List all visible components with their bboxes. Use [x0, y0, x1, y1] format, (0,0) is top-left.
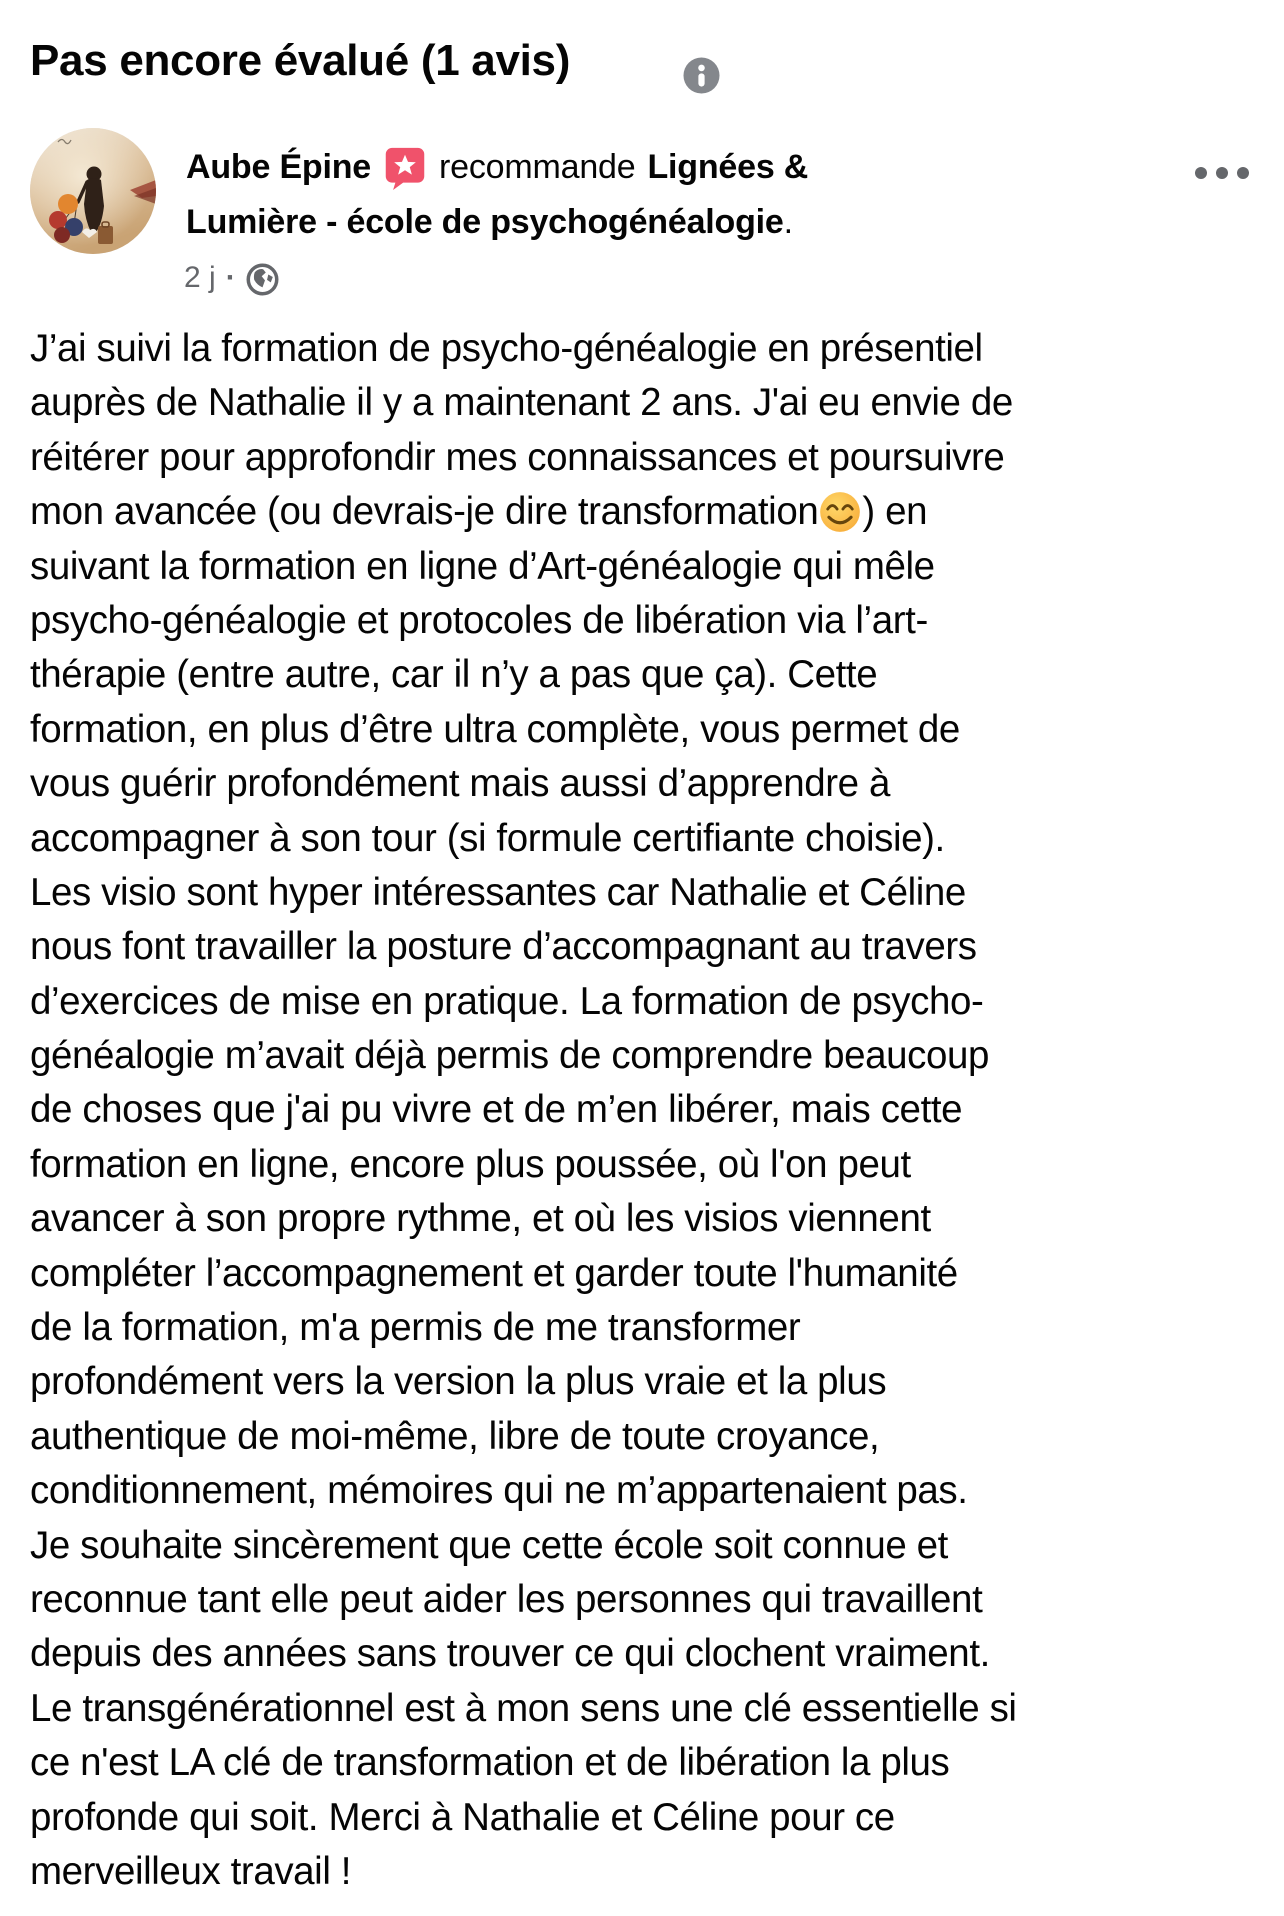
review-line: depuis des années sans trouver ce qui clochent vraiment.: [30, 1632, 990, 1676]
review-line: formation en ligne, encore plus poussée, où l'on peut: [30, 1142, 911, 1186]
post-meta: [184, 256, 279, 300]
review-line: conditionnement, mémoires qui ne m’appartenaient pas.: [30, 1469, 968, 1513]
review-line: de choses que j'ai pu vivre et de m’en libérer, mais cette: [30, 1088, 963, 1132]
review-line: vous guérir profondément mais aussi d’apprendre à: [30, 762, 890, 806]
review-line: merveilleux travail !: [30, 1849, 352, 1893]
review-line: nous font travailler la posture d’accompagnant au travers: [30, 925, 977, 969]
author-name[interactable]: Aube Épine: [186, 148, 372, 186]
timestamp[interactable]: 2 j: [184, 261, 216, 294]
review-line: compléter l’accompagnement et garder toute l'humanité: [30, 1251, 958, 1295]
review-line: mon avancée (ou devrais-je dire transformation ) en: [30, 490, 928, 534]
review-line: reconnue tant elle peut aider les personnes qui travaillent: [30, 1577, 983, 1621]
review-line: psycho-généalogie et protocoles de libération via l’art-: [30, 598, 928, 642]
recommend-badge-icon: [383, 145, 427, 191]
review-line: Le transgénérationnel est à mon sens une clé essentielle si: [30, 1686, 1017, 1730]
review-line: d’exercices de mise en pratique. La formation de psycho-: [30, 979, 984, 1023]
review-line: profondément vers la version la plus vraie et la plus: [30, 1360, 887, 1404]
post-headline: [186, 140, 808, 250]
more-options-button[interactable]: [1182, 150, 1262, 196]
three-dots-icon: [1237, 167, 1249, 179]
review-line: authentique de moi-même, libre de toute croyance,: [30, 1414, 880, 1458]
page-name-part2[interactable]: Lumière - école de psychogénéalogie: [186, 203, 784, 241]
three-dots-icon: [1195, 167, 1207, 179]
avatar[interactable]: [30, 128, 156, 254]
review-line: Les visio sont hyper intéressantes car Nathalie et Céline: [30, 870, 966, 914]
review-line: thérapie (entre autre, car il n’y a pas que ça). Cette: [30, 653, 878, 697]
review-line: suivant la formation en ligne d’Art-généalogie qui mêle: [30, 544, 935, 588]
review-line: avancer à son propre rythme, et où les visios viennent: [30, 1197, 931, 1241]
globe-icon: [246, 263, 279, 296]
review-line: réitérer pour approfondir mes connaissances et poursuivre: [30, 435, 1005, 479]
meta-separator: ·: [225, 261, 236, 294]
review-line: généalogie m’avait déjà permis de comprendre beaucoup: [30, 1034, 990, 1078]
avatar-image: [30, 128, 156, 254]
smiling-emoji-icon: [819, 491, 861, 533]
review-line: J’ai suivi la formation de psycho-généalogie en présentiel: [30, 327, 983, 370]
review-line: Je souhaite sincèrement que cette école soit connue et: [30, 1523, 948, 1567]
review-line: de la formation, m'a permis de me transformer: [30, 1306, 801, 1350]
page-title: Pas encore évalué (1 avis): [30, 36, 571, 85]
three-dots-icon: [1216, 167, 1228, 179]
review-line: ce n'est LA clé de transformation et de libération la plus: [30, 1741, 950, 1785]
info-icon[interactable]: [683, 57, 720, 94]
action-text: recommande: [439, 148, 636, 186]
page-name-part1[interactable]: Lignées &: [647, 148, 809, 186]
review-line: profonde qui soit. Merci à Nathalie et Céline pour ce: [30, 1795, 895, 1839]
review-line: formation, en plus d’être ultra complète, vous permet de: [30, 707, 960, 751]
review-text: [30, 322, 1017, 1899]
review-line: auprès de Nathalie il y a maintenant 2 ans. J'ai eu envie de: [30, 381, 1013, 425]
review-line: accompagner à son tour (si formule certifiante choisie).: [30, 816, 945, 860]
sentence-period: .: [783, 203, 793, 241]
